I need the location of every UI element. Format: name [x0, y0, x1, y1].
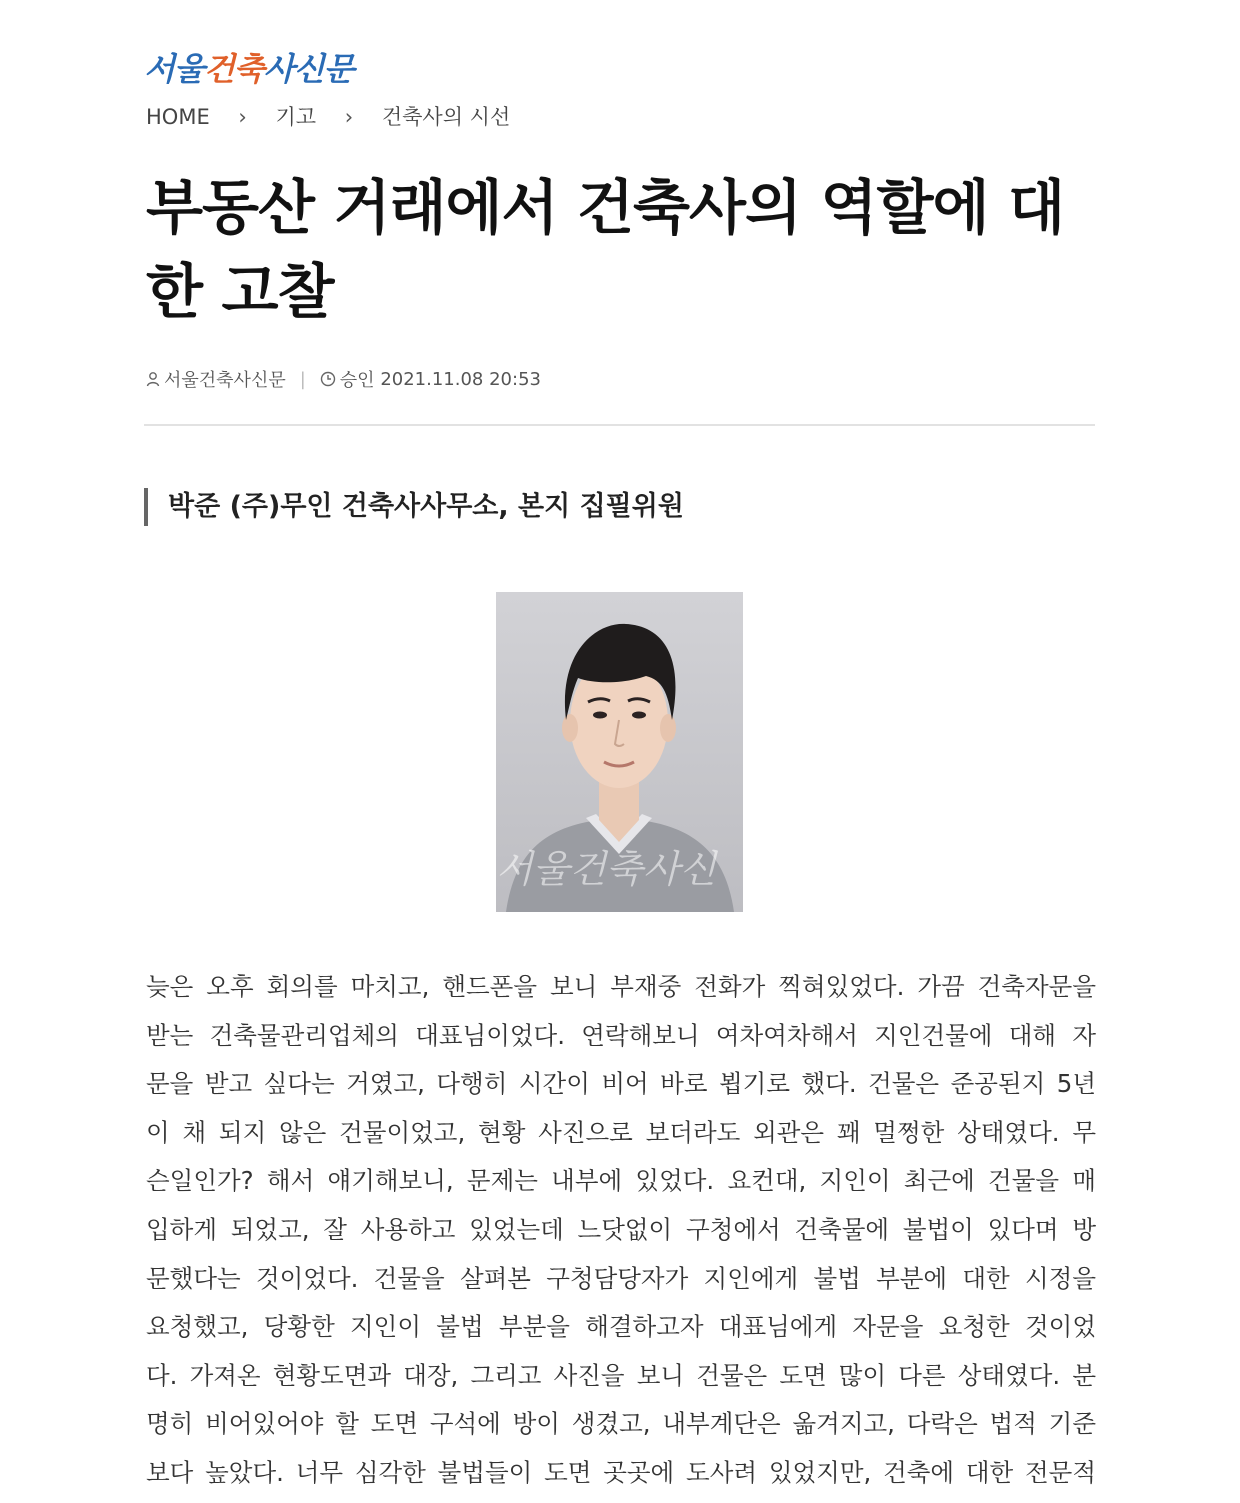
logo-text-part3: 사신문 [263, 50, 354, 88]
article-title: 부동산 거래에서 건축사의 역할에 대한 고찰 [146, 173, 1065, 326]
body-line: 입하게 되었고, 잘 사용하고 있었는데 느닷없이 구청에서 건축물에 불법이 있다며 방 [146, 1214, 1096, 1244]
body-line: 명히 비어있어야 할 도면 구석에 방이 생겼고, 내부계단은 옮겨지고, 다락은 법적 기준 [146, 1409, 1096, 1439]
body-line: 문을 받고 싶다는 거였고, 다행히 시간이 비어 바로 뵙기로 했다. 건물은 준공된지 5년 [146, 1069, 1096, 1099]
site-logo[interactable] [144, 44, 353, 90]
article-meta [146, 366, 541, 392]
header-divider [144, 424, 1095, 426]
body-line: 요청했고, 당황한 지인이 불법 부분을 해결하고자 대표님에게 자문을 요청한 것이었 [146, 1312, 1096, 1342]
logo-text-part1: 서울 [144, 50, 204, 88]
meta-divider: | [299, 368, 306, 390]
body-line: 받는 건축물관리업체의 대표님이었다. 연락해보니 여차여차해서 지인건물에 대해 자 [146, 1020, 1096, 1050]
breadcrumb-category[interactable]: 기고 [275, 105, 317, 129]
body-line: 이 채 되지 않은 건물이었고, 현황 사진으로 보더라도 외관은 꽤 멀쩡한 상태였다. 무 [146, 1117, 1096, 1147]
breadcrumb [146, 101, 510, 131]
article-byline: 박준 (주)무인 건축사사무소, 본지 집필위원 [144, 488, 684, 526]
body-line: 보다 높았다. 너무 심각한 불법들이 도면 곳곳에 도사려 있었지만, 건축에 대한 전문적 [146, 1457, 1096, 1487]
approved-label: 승인 [339, 370, 375, 391]
logo-text-part2: 건축 [203, 50, 264, 88]
photo-watermark: 서울건축사신 [496, 847, 717, 891]
body-line: 늦은 오후 회의를 마치고, 핸드폰을 보니 부재중 전화가 찍혀있었다. 가끔 건축자문을 [146, 972, 1096, 1001]
clock-icon [320, 371, 336, 387]
author-photo [496, 592, 743, 912]
chevron-right-icon: › [238, 105, 247, 129]
article-datetime: 2021.11.08 20:53 [380, 368, 541, 390]
article-author[interactable]: 서울건축사신문 [164, 370, 286, 391]
body-line: 슨일인가? 해서 얘기해보니, 문제는 내부에 있었다. 요컨대, 지인이 최근에 건물을 매 [146, 1166, 1096, 1196]
chevron-right-icon: › [344, 105, 354, 129]
user-icon [146, 371, 160, 387]
article-body [146, 963, 1096, 1498]
breadcrumb-home[interactable]: HOME [146, 105, 210, 129]
body-line: 문했다는 것이었다. 건물을 살펴본 구청담당자가 지인에게 불법 부분에 대한 시정을 [146, 1263, 1096, 1293]
body-line: 다. 가져온 현황도면과 대장, 그리고 사진을 보니 건물은 도면 많이 다른 상태였다. 분 [146, 1360, 1096, 1390]
breadcrumb-section[interactable]: 건축사의 시선 [381, 105, 511, 129]
